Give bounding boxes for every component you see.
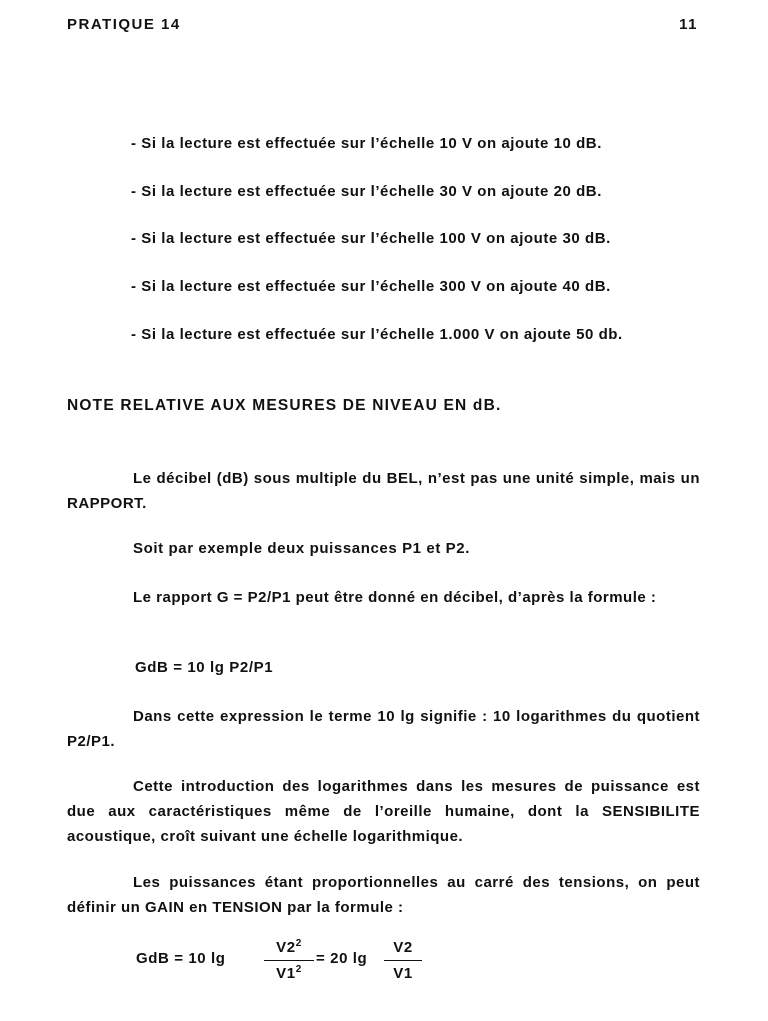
formula-lhs: GdB = 10 lg <box>136 950 226 967</box>
bullet-item: - Si la lecture est effectuée sur l’échelle 300 V on ajoute 40 dB. <box>131 278 611 295</box>
fraction-ratio <box>384 938 422 985</box>
paragraph-text: Dans cette expression le terme 10 lg signifie : 10 logarithmes du quotient P2/P1. <box>67 708 700 750</box>
paragraph-introduction <box>67 774 700 849</box>
fraction-numerator: $V2^2$ <box>264 938 314 961</box>
fraction-denominator: V1 <box>393 965 413 982</box>
paragraph-text: Les puissances étant proportionnelles au carré des tensions, on peut définir un GAIN en TENSION par la formule : <box>67 874 700 916</box>
paragraph-expression <box>67 704 700 754</box>
page-number: 11 <box>679 16 698 33</box>
fraction-denominator: $V1^2$ <box>276 964 302 982</box>
paragraph-ratio <box>67 585 700 610</box>
paragraph-example: Soit par exemple deux puissances P1 et P2. <box>133 540 470 557</box>
paragraph-decibel <box>67 466 700 516</box>
bullet-item: - Si la lecture est effectuée sur l’échelle 1.000 V on ajoute 50 db. <box>131 326 623 343</box>
formula-middle: = 20 lg <box>316 950 368 967</box>
bullet-item: - Si la lecture est effectuée sur l’échelle 30 V on ajoute 20 dB. <box>131 183 602 200</box>
bullet-item: - Si la lecture est effectuée sur l’échelle 100 V on ajoute 30 dB. <box>131 230 611 247</box>
page-header-title: PRATIQUE 14 <box>67 16 181 33</box>
paragraph-text: Cette introduction des logarithmes dans les mesures de puissance est due aux caractéristiques même de l’oreille humaine, dont la SENSIBILITE acoustique, croît suivant une échelle logarithmique. <box>67 778 700 845</box>
paragraph-powers <box>67 870 700 920</box>
paragraph-text: Le décibel (dB) sous multiple du BEL, n’est pas une unité simple, mais un RAPPORT. <box>67 470 700 512</box>
formula-power-gain: GdB = 10 lg P2/P1 <box>135 659 274 676</box>
paragraph-text: Le rapport G = P2/P1 peut être donné en décibel, d’après la formule : <box>133 589 657 606</box>
bullet-item: - Si la lecture est effectuée sur l’échelle 10 V on ajoute 10 dB. <box>131 135 602 152</box>
fraction-numerator: V2 <box>384 938 422 961</box>
section-heading: NOTE RELATIVE AUX MESURES DE NIVEAU EN dB. <box>67 397 502 414</box>
fraction-squared <box>264 938 314 985</box>
